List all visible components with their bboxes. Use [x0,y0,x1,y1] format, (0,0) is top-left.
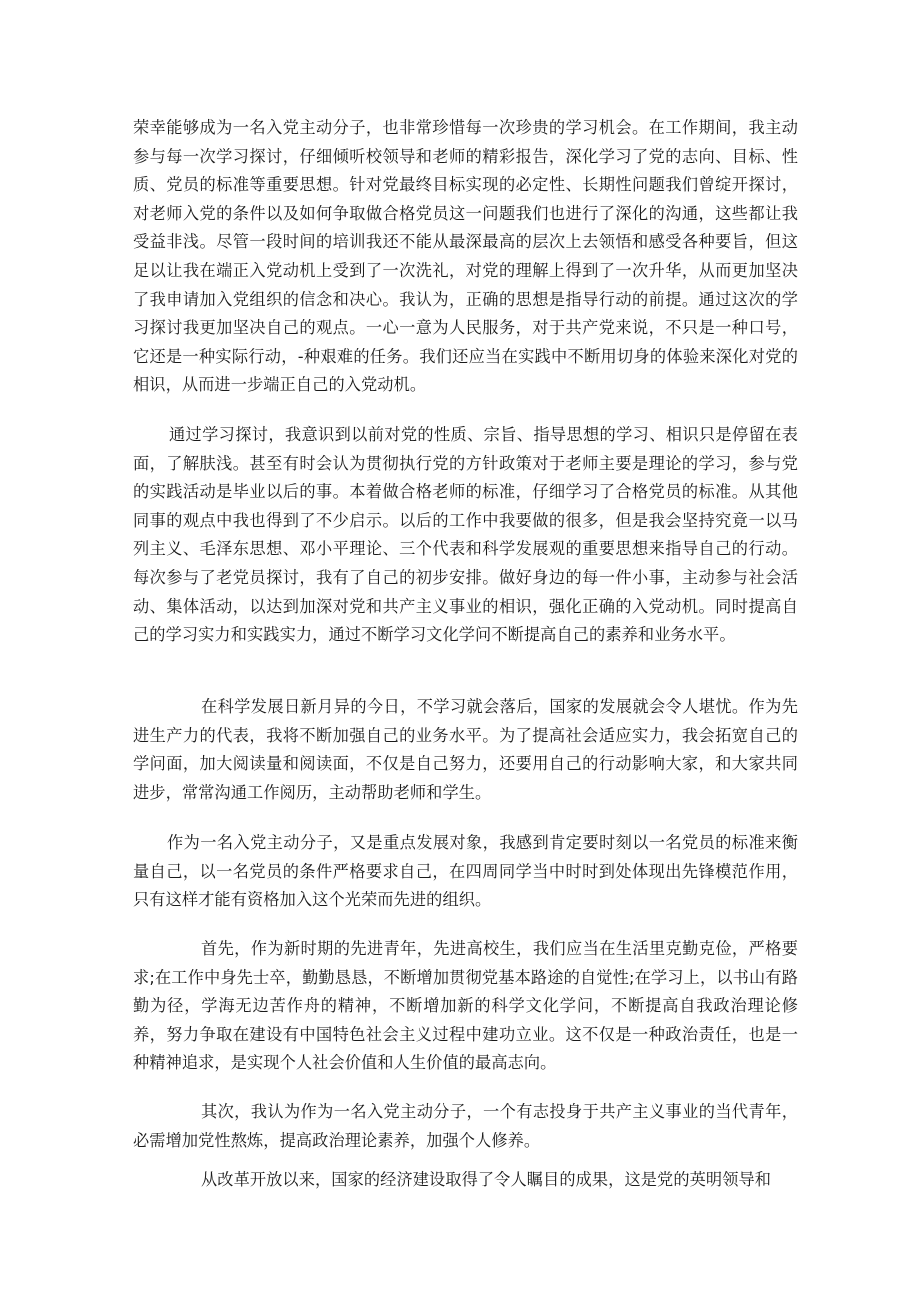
paragraph-4: 作为一名入党主动分子，又是重点发展对象，我感到肯定要时刻以一名党员的标准来衡量自己，以一名党员的条件严格要求自己，在四周同学当中时时到处体现出先锋模范作用，只有这样才能有资格加入这个光荣而先进的组织。 [133,833,798,910]
paragraph-5: 首先，作为新时期的先进青年，先进高校生，我们应当在生活里克勤克俭，严格要求;在工作中身先士卒，勤勤恳恳，不断增加贯彻党基本路途的自觉性;在学习上，以书山有路勤为径，学海无边苦作舟的精神，不断增加新的科学文化学问，不断提高自我政治理论修养，努力争取在建设有中国特色社会主义过程中建功立业。这不仅是一种政治责任，也是一种精神追求，是实现个人社会价值和人生价值的最高志向。 [133,939,798,1073]
paragraph-7: 从改革开放以来，国家的经济建设取得了令人瞩目的成果，这是党的英明领导和 [201,1170,772,1189]
paragraph-6: 其次，我认为作为一名入党主动分子，一个有志投身于共产主义事业的当代青年，必需增加党性熬炼，提高政治理论素养，加强个人修养。 [133,1102,798,1150]
paragraph-2: 通过学习探讨，我意识到以前对党的性质、宗旨、指导思想的学习、相识只是停留在表面，了解肤浅。甚至有时会认为贯彻执行党的方针政策对于老师主要是理论的学习，参与党的实践活动是毕业以后的事。本着做合格老师的标准，仔细学习了合格党员的标准。从其他同事的观点中我也得到了不少启示。以后的工作中我要做的很多，但是我会坚持究竟一以马列主义、毛泽东思想、邓小平理论、三个代表和科学发展观的重要思想来指导自己的行动。每次参与了老党员探讨，我有了自己的初步安排。做好身边的每一件小事，主动参与社会活动、集体活动，以达到加深对党和共产主义事业的相识，强化正确的入党动机。同时提高自己的学习实力和实践实力，通过不断学习文化学问不断提高自己的素养和业务水平。 [133,425,798,645]
paragraph-3: 在科学发展日新月异的今日，不学习就会落后，国家的发展就会令人堪忧。作为先进生产力的代表，我将不断加强自己的业务水平。为了提高社会适应实力，我会拓宽自己的学问面，加大阅读量和阅读面，不仅是自己努力，还要用自己的行动影响大家，和大家共同进步，常常沟通工作阅历，主动帮助老师和学生。 [133,697,798,802]
paragraph-1: 荣幸能够成为一名入党主动分子，也非常珍惜每一次珍贵的学习机会。在工作期间，我主动参与每一次学习探讨，仔细倾听校领导和老师的精彩报告，深化学习了党的志向、目标、性质、党员的标准等重要思想。针对党最终目标实现的必定性、长期性问题我们曾绽开探讨，对老师入党的条件以及如何争取做合格党员这一问题我们也进行了深化的沟通，这些都让我受益非浅。尽管一段时间的培训我还不能从最深最高的层次上去领悟和感受各种要旨，但这足以让我在端正入党动机上受到了一次洗礼，对党的理解上得到了一次升华，从而更加坚决了我申请加入党组织的信念和决心。我认为，正确的思想是指导行动的前提。通过这次的学习探讨我更加坚决自己的观点。一心一意为人民服务，对于共产党来说，不只是一种口号，它还是一种实际行动，-种艰难的任务。我们还应当在实践中不断用切身的体验来深化对党的相识，从而进一步端正自己的入党动机。 [133,118,798,395]
